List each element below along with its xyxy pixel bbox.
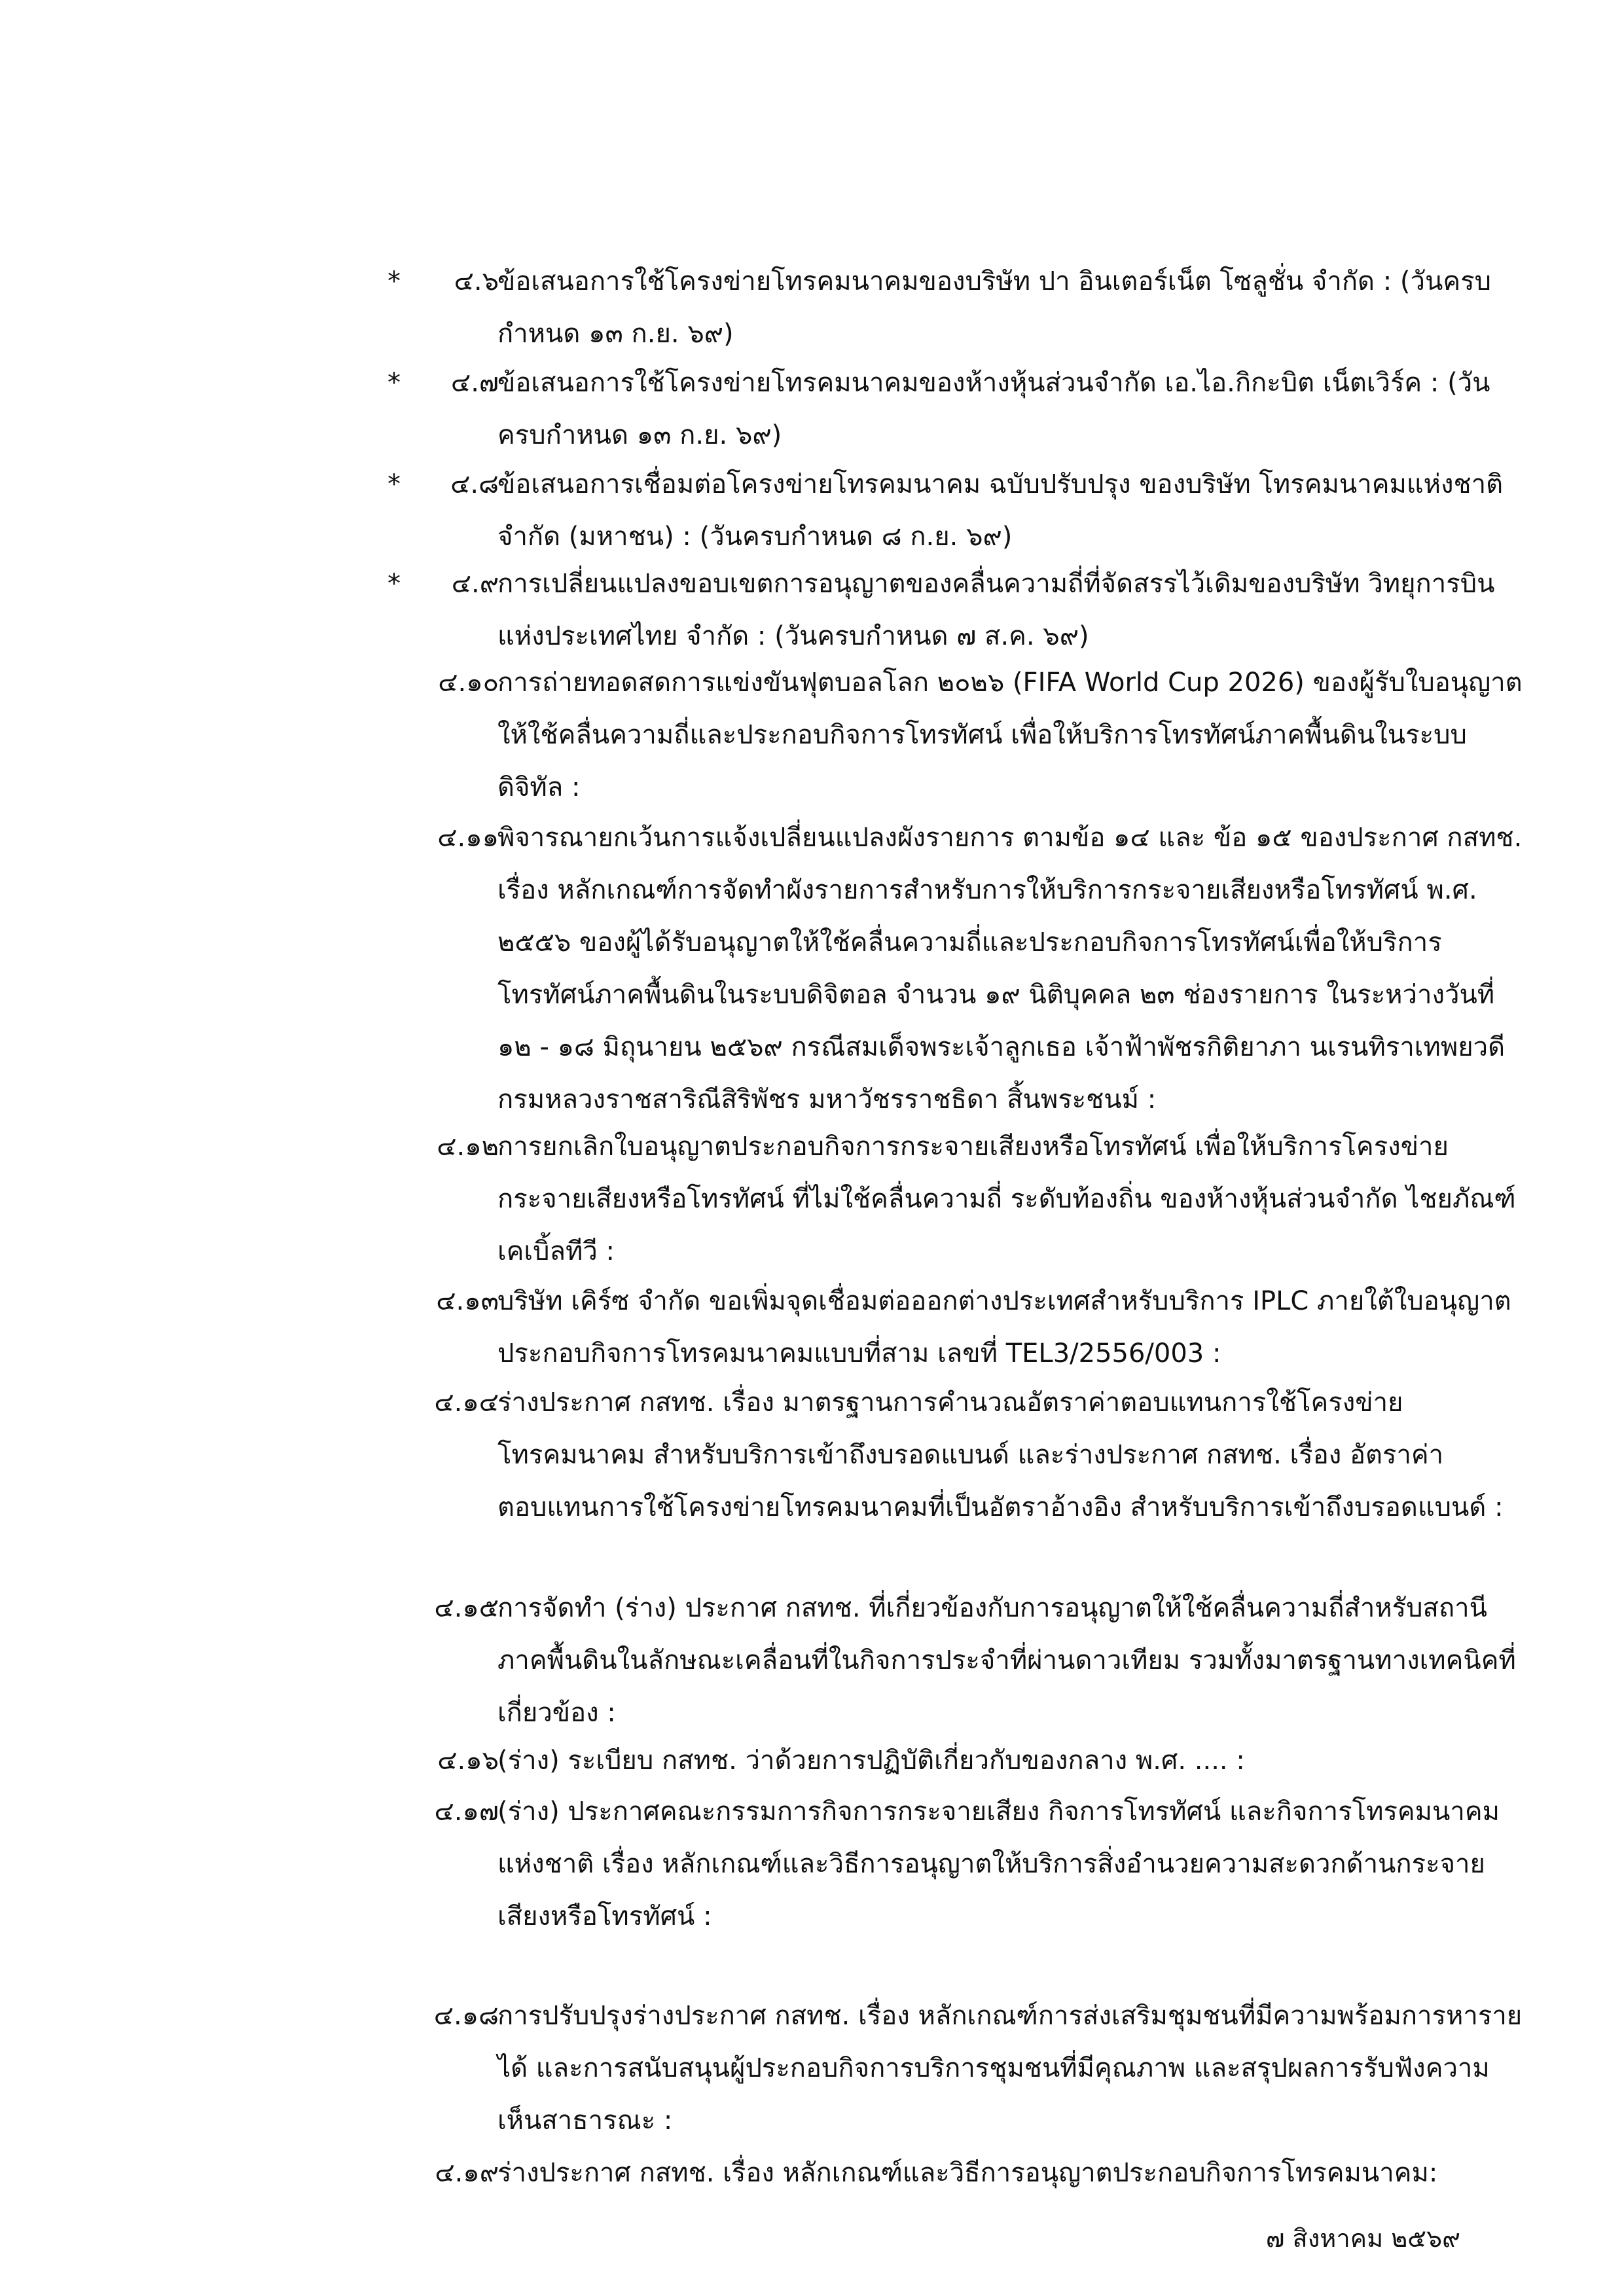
item-number: ๔.๑๒ [437, 1132, 499, 1162]
item-number: ๔.๑๔ [434, 1388, 499, 1418]
agenda-item-4-14 [0, 1376, 1624, 1586]
pending-marker: * [388, 266, 401, 296]
item-number: ๔.๙ [451, 569, 499, 599]
agenda-item-4-6 [0, 255, 1624, 360]
agenda-item-4-15 [0, 1582, 1624, 1739]
item-number: ๔.๑๑ [437, 823, 499, 853]
item-text: การยกเลิกใบอนุญาตประกอบกิจการกระจายเสียงหรือโทรทัศน์ เพื่อให้บริการโครงข่ายกระจายเสียงหรือโทรทัศน์ ที่ไม่ใช้คลื่นความถี่ ระดับท้องถิ่น ของห้างหุ้นส่วนจำกัด ไชยภัณฑ์ เคเบิ้ลทีวี : [497, 1132, 1516, 1266]
item-text: การเปลี่ยนแปลงขอบเขตการอนุญาตของคลื่นความถี่ที่จัดสรรไว้เดิมของบริษัท วิทยุการบินแห่งประเทศไทย จำกัด : (วันครบกำหนด ๗ ส.ค. ๖๙) [497, 569, 1495, 651]
agenda-item-4-18 [0, 1990, 1624, 2147]
pending-marker: * [388, 469, 401, 499]
item-number: ๔.๑๓ [436, 1286, 499, 1316]
item-number: ๔.๑๘ [433, 2001, 499, 2031]
item-number: ๔.๘ [450, 469, 499, 499]
item-number: ๔.๑๖ [437, 1746, 499, 1776]
agenda-item-4-12 [0, 1121, 1624, 1278]
item-text: การจัดทำ (ร่าง) ประกาศ กสทช. ที่เกี่ยวข้องกับการอนุญาตให้ใช้คลื่นความถี่สำหรับสถานีภาคพื้นดินในลักษณะเคลื่อนที่ในกิจการประจำที่ผ่านดาวเทียม รวมทั้งมาตรฐานทางเทคนิคที่เกี่ยวข้อง : [497, 1593, 1516, 1728]
agenda-item-4-10 [0, 656, 1624, 814]
agenda-item-4-17 [0, 1785, 1624, 1995]
item-number: ๔.๑๕ [434, 1593, 499, 1623]
item-text: ร่างประกาศ กสทช. เรื่อง มาตรฐานการคำนวณอัตราค่าตอบแทนการใช้โครงข่ายโทรคมนาคม สำหรับบริการเข้าถึงบรอดแบนด์ และร่างประกาศ กสทช. เรื่อง อัตราค่าตอบแทนการใช้โครงข่ายโทรคมนาคมที่เป็นอัตราอ้างอิง สำหรับบริการเข้าถึงบรอดแบนด์ : [497, 1388, 1504, 1522]
pending-marker: * [388, 368, 401, 398]
pending-marker: * [388, 569, 401, 599]
footer-date: ๗ สิงหาคม ๒๕๖๙ [1265, 2224, 1460, 2253]
item-text: บริษัท เคิร์ซ จำกัด ขอเพิ่มจุดเชื่อมต่อออกต่างประเทศสำหรับบริการ IPLC ภายใต้ใบอนุญาตประกอบกิจการโทรคมนาคมแบบที่สาม เลขที่ TEL3/2556/003 : [497, 1286, 1511, 1369]
item-text: ข้อเสนอการเชื่อมต่อโครงข่ายโทรคมนาคม ฉบับปรับปรุง ของบริษัท โทรคมนาคมแห่งชาติ จำกัด (มหาชน) : (วันครบกำหนด ๘ ก.ย. ๖๙) [497, 469, 1504, 552]
agenda-item-4-11 [0, 812, 1624, 1126]
item-text: การปรับปรุงร่างประกาศ กสทช. เรื่อง หลักเกณฑ์การส่งเสริมชุมชนที่มีความพร้อมการหารายได้ และการสนับสนุนผู้ประกอบกิจการบริการชุมชนที่มีคุณภาพ และสรุปผลการรับฟังความเห็นสาธารณะ : [497, 2001, 1523, 2136]
item-text: ร่างประกาศ กสทช. เรื่อง หลักเกณฑ์และวิธีการอนุญาตประกอบกิจการโทรคมนาคม: [497, 2158, 1438, 2188]
item-text: การถ่ายทอดสดการแข่งขันฟุตบอลโลก ๒๐๒๖ (FIFA World Cup 2026) ของผู้รับใบอนุญาตให้ใช้คลื่นความถี่และประกอบกิจการโทรทัศน์ เพื่อให้บริการโทรทัศน์ภาคพื้นดินในระบบดิจิทัล : [497, 668, 1523, 802]
item-number: ๔.๑๙ [435, 2158, 499, 2188]
item-text: (ร่าง) ประกาศคณะกรรมการกิจการกระจายเสียง กิจการโทรทัศน์ และกิจการโทรคมนาคมแห่งชาติ เรื่อง หลักเกณฑ์และวิธีการอนุญาตให้บริการสิ่งอำนวยความสะดวกด้านกระจายเสียงหรือโทรทัศน์ : [497, 1797, 1500, 1931]
agenda-item-4-9 [0, 558, 1624, 662]
item-text: (ร่าง) ระเบียบ กสทช. ว่าด้วยการปฏิบัติเกี่ยวกับของกลาง พ.ศ. .... : [497, 1746, 1245, 1776]
agenda-item-4-8 [0, 458, 1624, 563]
agenda-item-4-16 [0, 1734, 1624, 1787]
item-text: ข้อเสนอการใช้โครงข่ายโทรคมนาคมของห้างหุ้นส่วนจำกัด เอ.ไอ.กิกะบิต เน็ตเวิร์ค : (วันครบกำหนด ๑๓ ก.ย. ๖๙) [497, 368, 1490, 450]
item-number: ๔.๖ [454, 266, 499, 296]
item-number: ๔.๑๗ [434, 1797, 499, 1827]
item-number: ๔.๗ [450, 368, 499, 398]
item-text: พิจารณายกเว้นการแจ้งเปลี่ยนแปลงผังรายการ ตามข้อ ๑๔ และ ข้อ ๑๕ ของประกาศ กสทช. เรื่อง หลักเกณฑ์การจัดทำผังรายการสำหรับการให้บริการกระจายเสียงหรือโทรทัศน์ พ.ศ. ๒๕๕๖ ของผู้ได้รับอนุญาตให้ใช้คลื่นความถี่และประกอบกิจการโทรทัศน์เพื่อให้บริการโทรทัศน์ภาคพื้นดินในระบบดิจิตอล จำนวน ๑๙ นิติบุคคล ๒๓ ช่องรายการ ในระหว่างวันที่ ๑๒ - ๑๘ มิถุนายน ๒๕๖๙ กรณีสมเด็จพระเจ้าลูกเธอ เจ้าฟ้าพัชรกิติยาภา นเรนทิราเทพยวดี กรมหลวงราชสาริณีสิริพัชร มหาวัชรราชธิดา สิ้นพระชนม์ : [497, 823, 1523, 1115]
agenda-item-4-19 [0, 2147, 1624, 2199]
agenda-item-4-13 [0, 1275, 1624, 1380]
agenda-item-4-7 [0, 357, 1624, 461]
item-number: ๔.๑๐ [438, 668, 499, 698]
item-text: ข้อเสนอการใช้โครงข่ายโทรคมนาคมของบริษัท ปา อินเตอร์เน็ต โซลูชั่น จำกัด : (วันครบกำหนด ๑๓ ก.ย. ๖๙) [497, 266, 1491, 349]
